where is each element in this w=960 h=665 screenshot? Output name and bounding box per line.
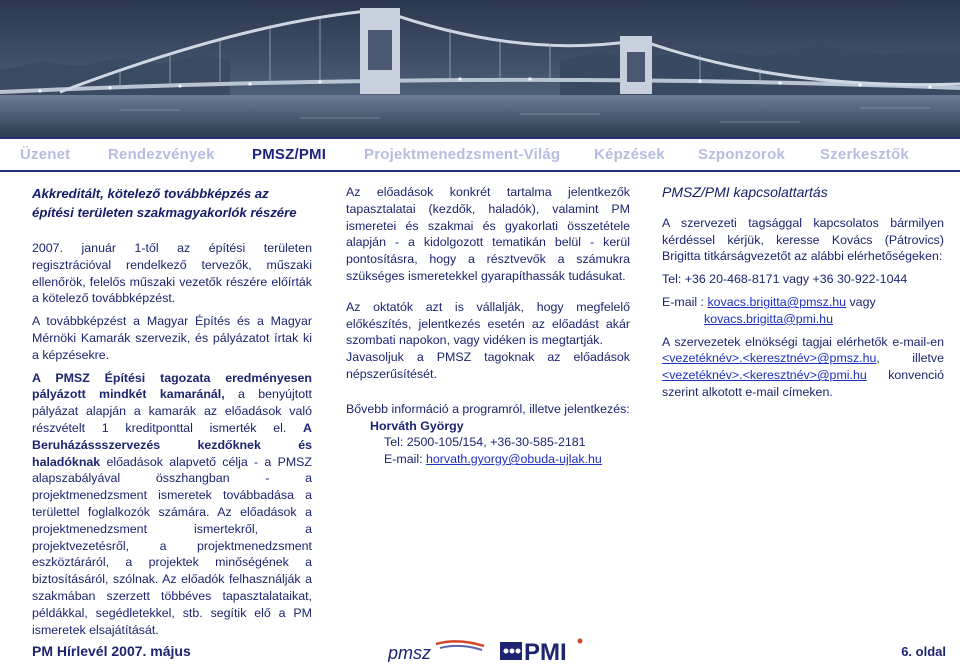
article-bold-course-name: A Beruházássszervezés kezdőknek és haladóknak (32, 420, 312, 469)
board-email-pattern-pmsz[interactable]: <vezetéknév>.<keresztnév>@pmsz.hu (662, 351, 877, 366)
article-bold-lead: A PMSZ Építési tagozata eredményesen pályázott mindkét kamaránál, (32, 370, 312, 402)
column-contact (662, 184, 944, 401)
contact-email-row (346, 451, 630, 468)
board-contact-tail: konvenció szerint alkotott e-mail címeken. (662, 368, 944, 399)
article-paragraph-1: 2007. január 1-től az építési területen regisztrációval rendelkező tervezők, műszaki ellenőrök, felelős műszaki vezetők részére előírták a kötelező továbbképzést. (32, 241, 312, 306)
article-text: a benyújtott pályázat alapján a kamarák az előadások való részvételt 1 kreditponttal ismerték el. (32, 387, 312, 435)
contact-paragraph-2 (662, 334, 944, 401)
nav-item-uzenet[interactable]: Üzenet (20, 146, 71, 163)
nav-item-projektmenedzsment-vilag[interactable]: Projektmenedzsment-Világ (364, 146, 561, 163)
board-contact-mid: , illetve (876, 351, 944, 366)
contact-paragraph-1: A szervezeti tagsággal kapcsolatos bármilyen kérdéssel kérjük, keresse Kovács (Pátrovics) Brigitta titkárságvezetőt az alábbi elérhetőségeken: (662, 215, 944, 264)
contact-phone: Tel: +36 20-468-8171 vagy +36 30-922-1044 (662, 272, 908, 287)
contact-heading: PMSZ/PMI kapcsolattartás (662, 184, 828, 200)
contact-tel: Tel: 2500-105/154, +36-30-585-2181 (384, 435, 586, 450)
details-paragraph-1: Az előadások konkrét tartalma jelentkezők tapasztalatai (kezdők, haladók), valamint PM ismeretei és szakmai és gyakorlati összetétele alapján - a kidolgozott tematikán belül - kerül pontosításra, hogy a résztvevők a számukra szükséges ismeretekkel gyarapíthassák tudásukat. (346, 185, 630, 283)
article-paragraph-3 (32, 370, 312, 639)
email-link-pmi[interactable]: kovacs.brigitta@pmi.hu (704, 311, 833, 326)
nav-item-rendezvenyek[interactable]: Rendezvények (108, 146, 215, 163)
article-heading: Akkreditált, kötelező továbbképzés az építési területen szakmagyakorlók részére (32, 186, 297, 220)
top-navigation (0, 137, 960, 172)
contact-email-label: E-mail: (384, 452, 426, 467)
contact-email-link[interactable]: horvath.gyorgy@obuda-ujlak.hu (426, 452, 602, 467)
email-label: E-mail : (662, 294, 708, 309)
nav-item-szerkesztok[interactable]: Szerkesztők (820, 146, 909, 163)
nav-item-kepzesek[interactable]: Képzések (594, 146, 665, 163)
contact-name: Horváth György (370, 418, 464, 433)
board-contact-text: A szervezetek elnökségi tagjai elérhetők e-mail-en (662, 334, 944, 349)
article-text-continued: előadások alapvető célja - a PMSZ alapszabályával összhangban - a projektmenedzsment ismeretek továbbadása a területtel foglalkozók számára. Az előadások a projektmenedzsment ismertekről, a projektvezetésről, a projektmenedzsment eszköztáráról, a projektek minőségének a biztosításáról, szólnak. Az előadók felhasználják a szakmában szerzett többéves tapasztalataikat, példákkal, segédletekkel, stb. segítik elő a PM ismeretek elsajátítását. (32, 454, 312, 637)
contact-email-row-2 (662, 311, 944, 328)
header-banner-image (0, 0, 960, 137)
article-paragraph-2: A továbbképzést a Magyar Építés és a Magyar Mérnöki Kamarák szervezik, és pályázatot írtak ki a képzésekre. (32, 314, 312, 362)
pmi-logo-text: PMI (524, 639, 567, 662)
pmi-logo (500, 636, 584, 662)
column-training-article (32, 184, 312, 638)
column-program-details (346, 184, 630, 468)
pmsz-logo (388, 640, 488, 662)
contact-email-row-1 (662, 294, 944, 311)
email-link-pmsz[interactable]: kovacs.brigitta@pmsz.hu (707, 294, 847, 309)
details-paragraph-2: Az oktatók azt is vállalják, hogy megfelelő előkészítés, jelentkezés esetén az előadást akár szombati napokon, vagy vidéken is megtartják. (346, 299, 630, 348)
board-email-pattern-pmi[interactable]: <vezetéknév>.<keresztnév>@pmi.hu (662, 368, 867, 383)
chain-bridge-illustration (0, 0, 960, 137)
nav-item-szponzorok[interactable]: Szponzorok (698, 146, 785, 163)
nav-item-pmsz-pmi[interactable]: PMSZ/PMI (252, 146, 327, 163)
pmsz-logo-text: pmsz (388, 643, 432, 662)
details-paragraph-3: Javasoljuk a PMSZ tagoknak az előadások népszerűsítését. (346, 350, 630, 381)
details-paragraph-4: Bővebb információ a programról, illetve jelentkezés: (346, 401, 630, 416)
email-or: vagy (846, 294, 876, 309)
footer-page-number: 6. oldal (901, 644, 946, 659)
footer-newsletter-title: PM Hírlevél 2007. május (32, 643, 191, 659)
